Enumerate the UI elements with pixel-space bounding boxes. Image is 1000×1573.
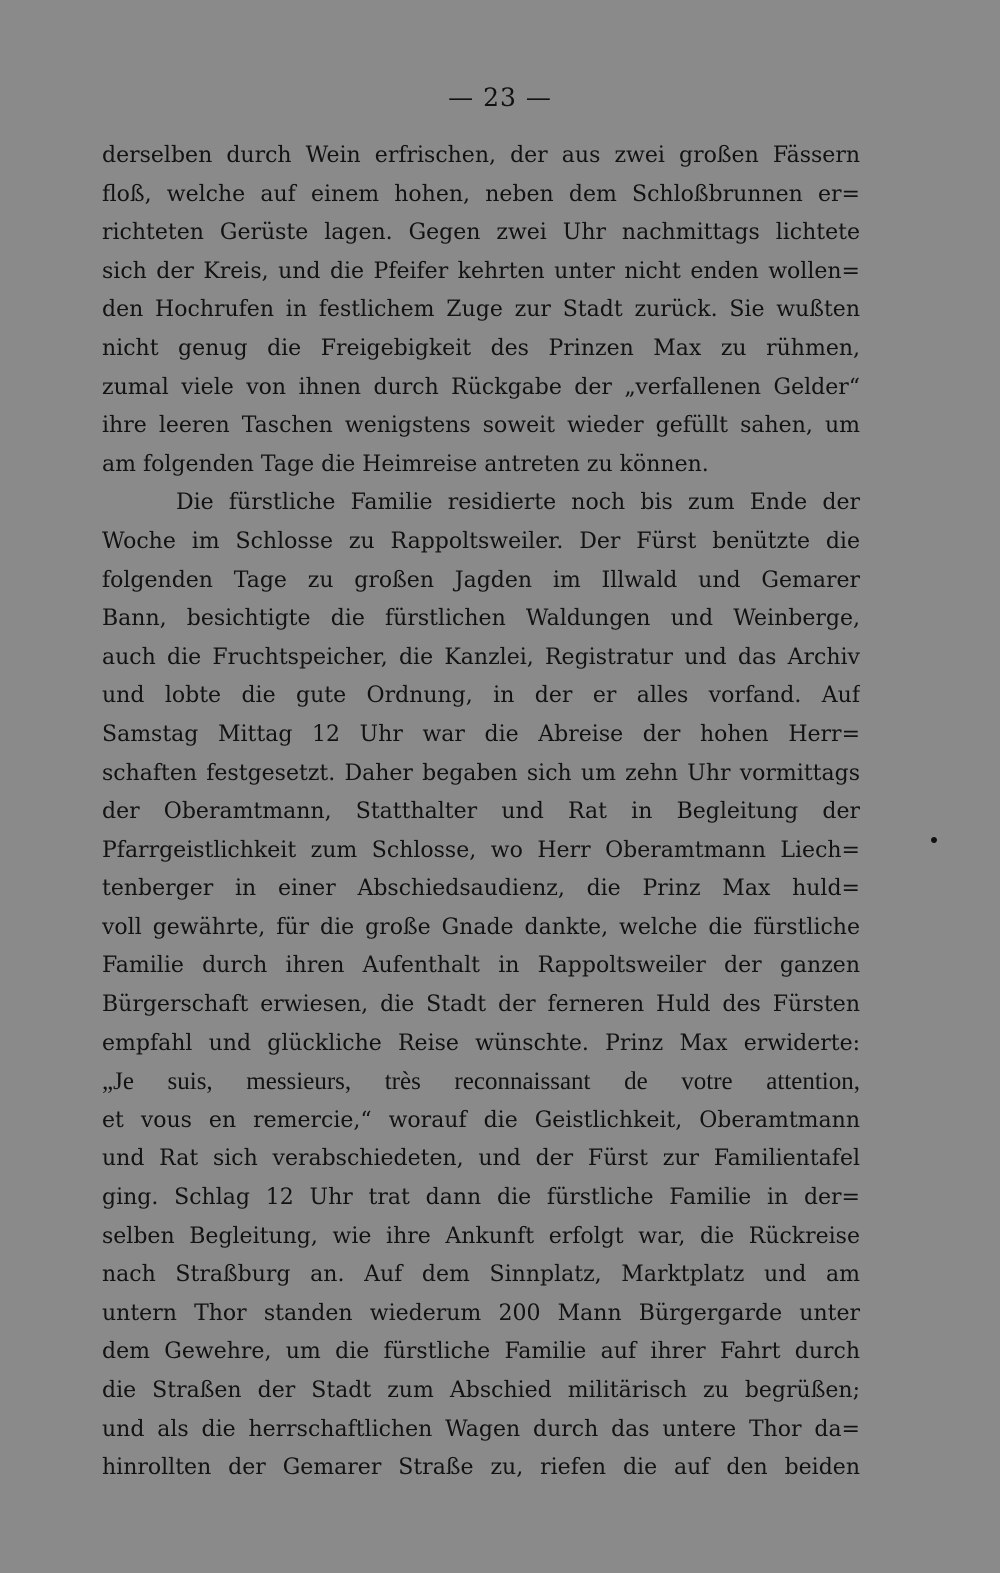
text-line: „Je suis, messieurs, très reconnaissant de votre attention, [102,1068,860,1096]
text-line: Samstag Mittag 12 Uhr war die Abreise der hohen Herr= [102,721,860,747]
text-line: und lobte die gute Ordnung, in der er alles vorfand. Auf [102,683,860,709]
text-line: Die fürstliche Familie residierte noch bis zum Ende der [176,490,860,516]
text-line: schaften festgesetzt. Daher begaben sich um zehn Uhr vormittags [102,760,860,786]
page-number: — 23 — [448,83,552,112]
text-line: und als die herrschaftlichen Wagen durch das untere Thor da= [102,1416,860,1442]
text-line: den Hochrufen in festlichem Zuge zur Stadt zurück. Sie wußten [102,297,860,323]
text-line: der Oberamtmann, Statthalter und Rat in Begleitung der [102,799,860,825]
text-line: Familie durch ihren Aufenthalt in Rappoltsweiler der ganzen [102,953,860,979]
text-line: ihre leeren Taschen wenigstens soweit wieder gefüllt sahen, um [102,413,860,439]
text-line: tenberger in einer Abschiedsaudienz, die Prinz Max huld= [102,876,860,902]
text-line: am folgenden Tage die Heimreise antreten zu können. [102,451,709,477]
text-line: sich der Kreis, und die Pfeifer kehrten unter nicht enden wollen= [102,258,860,284]
text-line: hinrollten der Gemarer Straße zu, riefen die auf den beiden [102,1455,860,1481]
text-line: Bürgerschaft erwiesen, die Stadt der ferneren Huld des Fürsten [102,992,860,1018]
text-line: selben Begleitung, wie ihre Ankunft erfolgt war, die Rückreise [102,1223,860,1249]
text-line: nicht genug die Freigebigkeit des Prinzen Max zu rühmen, [102,335,860,361]
text-line: die Straßen der Stadt zum Abschied militärisch zu begrüßen; [102,1378,860,1403]
text-line: und Rat sich verabschiedeten, und der Fürst zur Familientafel [102,1146,860,1172]
text-line: nach Straßburg an. Auf dem Sinnplatz, Marktplatz und am [102,1262,860,1288]
text-line: empfahl und glückliche Reise wünschte. Prinz Max erwiderte: [102,1030,860,1056]
text-line: zumal viele von ihnen durch Rückgabe der „verfallenen Gelder“ [102,374,860,400]
text-line: Bann, besichtigte die fürstlichen Waldungen und Weinberge, [102,606,860,632]
text-line: floß, welche auf einem hohen, neben dem Schloßbrunnen er= [102,181,860,207]
text-line: folgenden Tage zu großen Jagden im Illwald und Gemarer [102,567,860,593]
print-speck [931,837,937,843]
text-line: richteten Gerüste lagen. Gegen zwei Uhr nachmittags lichtete [102,220,860,246]
text-line: untern Thor standen wiederum 200 Mann Bürgergarde unter [102,1300,860,1326]
text-line: auch die Fruchtspeicher, die Kanzlei, Registratur und das Archiv [102,644,860,670]
text-line: voll gewährte, für die große Gnade dankte, welche die fürstliche [102,914,860,940]
text-line: Pfarrgeistlichkeit zum Schlosse, wo Herr Oberamtmann Liech= [102,837,860,863]
body-text [102,137,860,1488]
text-line: Woche im Schlosse zu Rappoltsweiler. Der Fürst benützte die [102,528,860,554]
text-line: dem Gewehre, um die fürstliche Familie auf ihrer Fahrt durch [102,1339,860,1365]
text-line: et vous en remercie,“ worauf die Geistlichkeit, Oberamtmann [102,1107,860,1133]
text-line: derselben durch Wein erfrischen, der aus zwei großen Fässern [102,143,860,168]
text-line: ging. Schlag 12 Uhr trat dann die fürstliche Familie in der= [102,1185,860,1211]
